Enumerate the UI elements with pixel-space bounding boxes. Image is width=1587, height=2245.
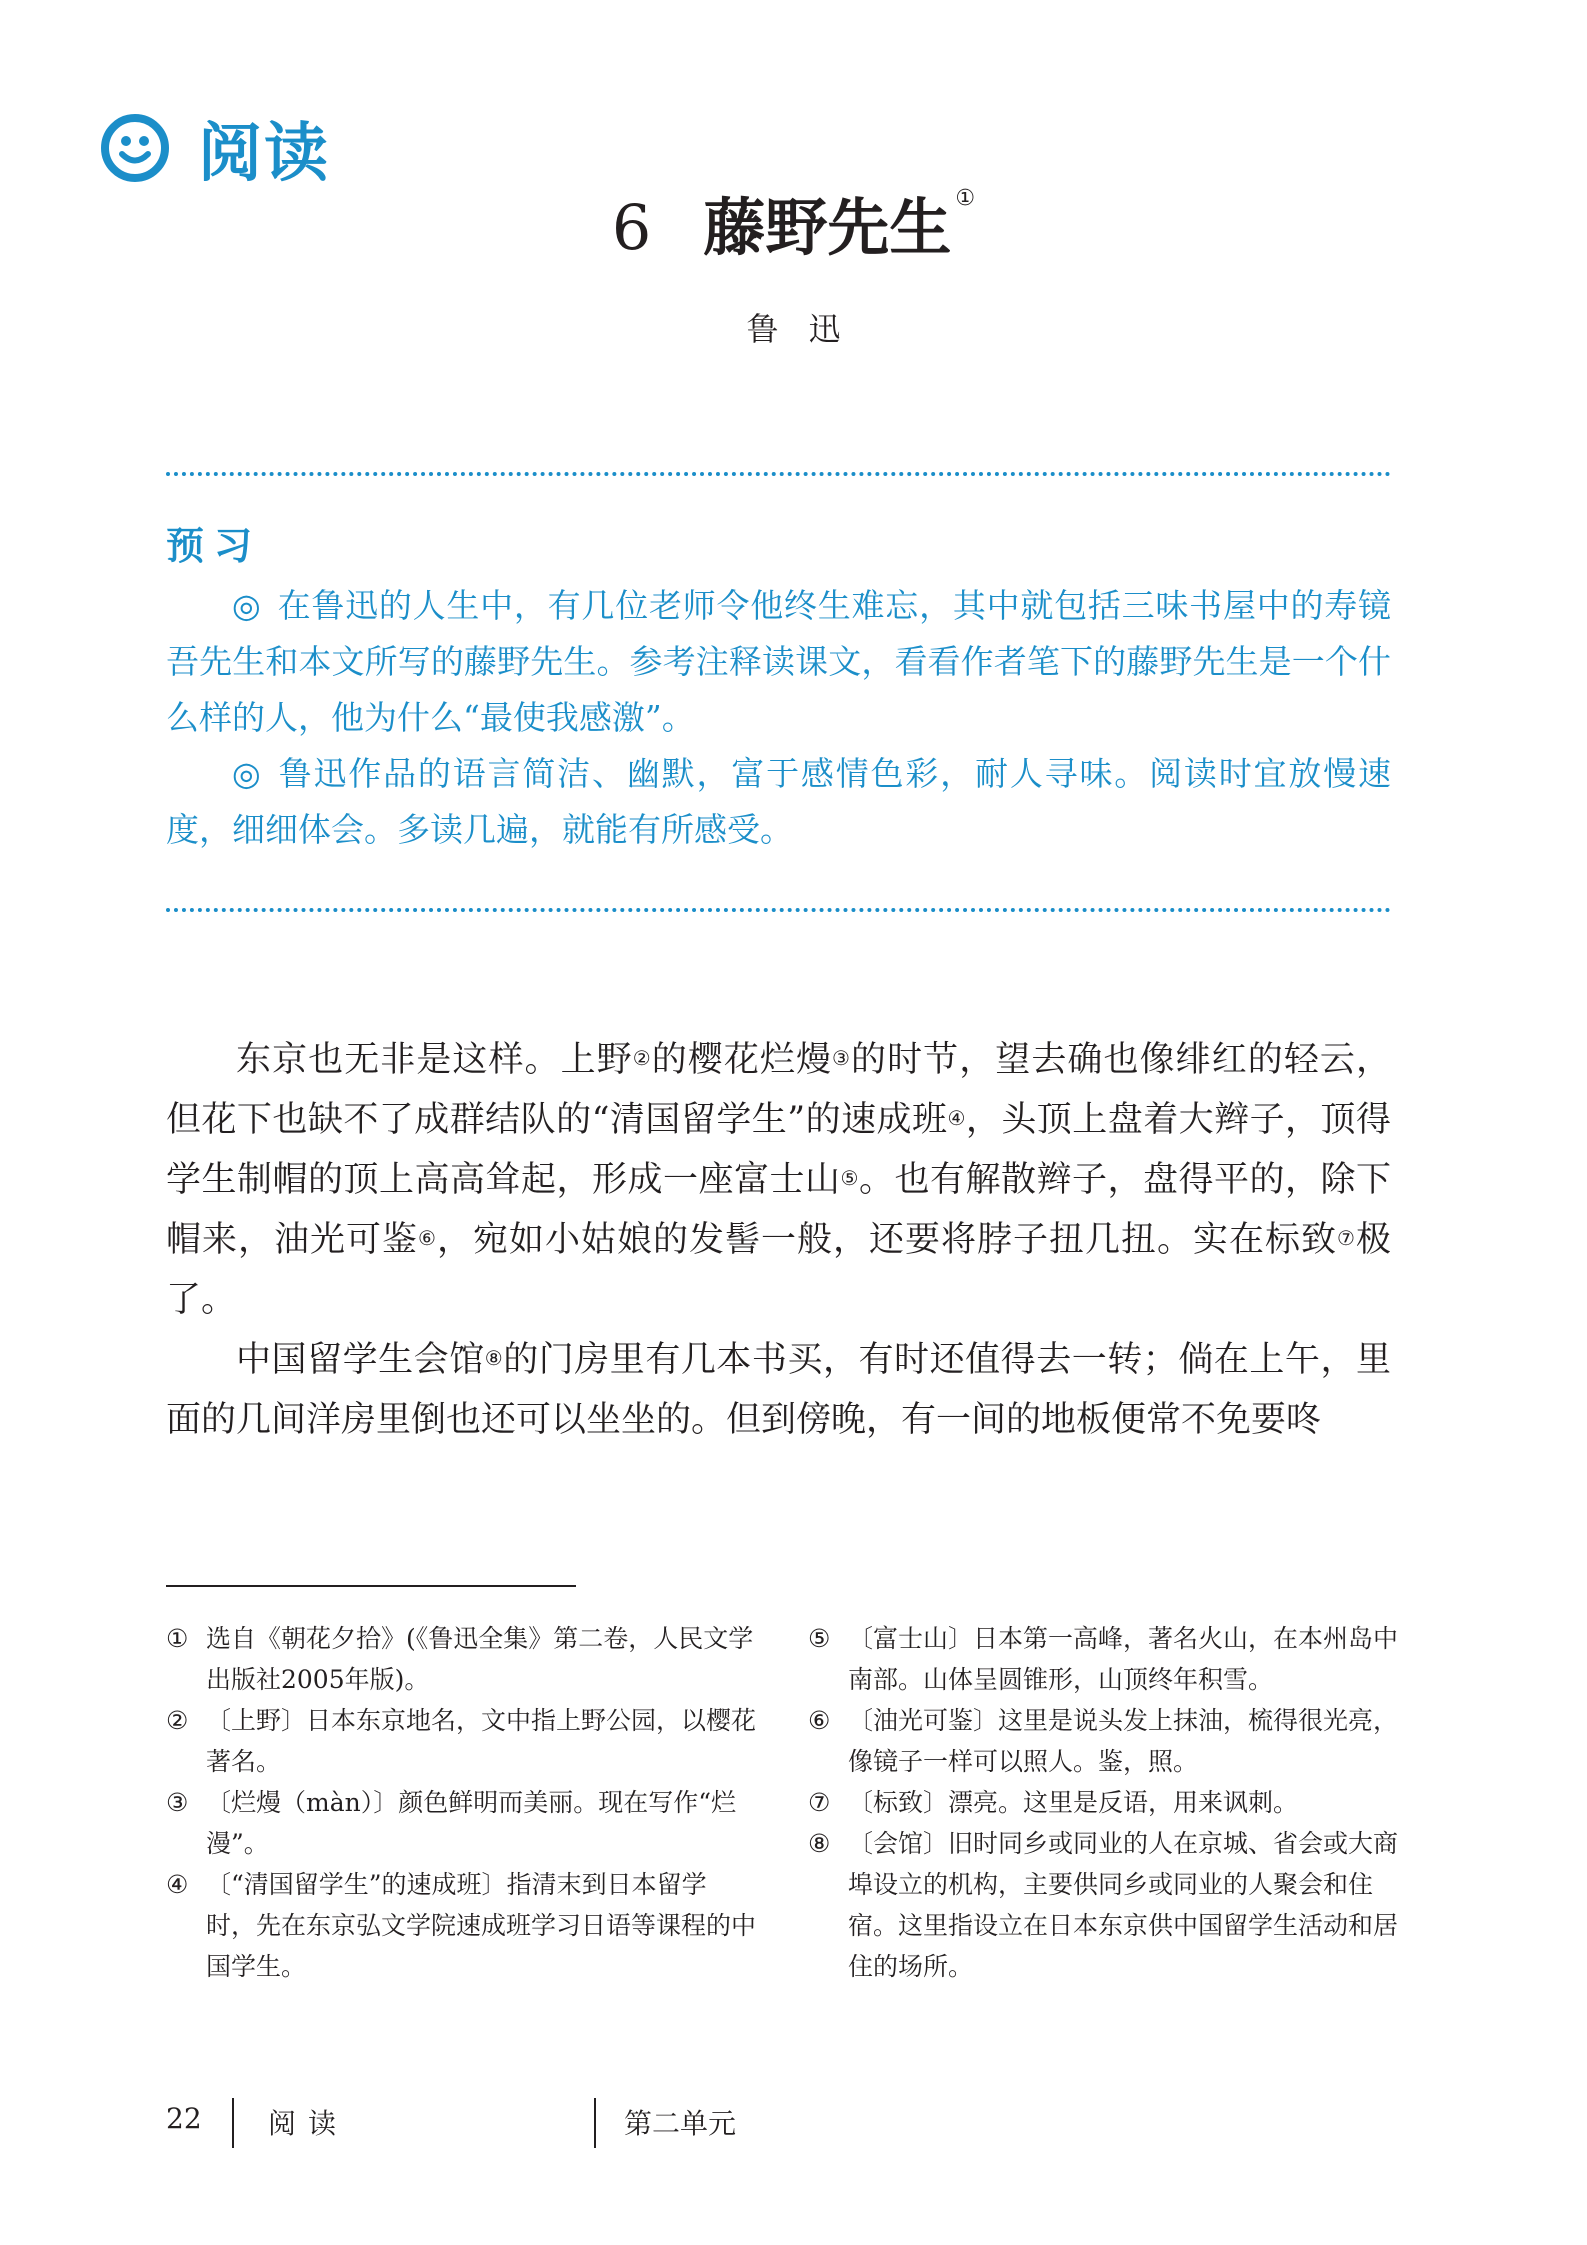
footnote-ref: ③	[832, 1046, 852, 1070]
footnote: ⑧ 〔会馆〕旧时同乡或同业的人在京城、省会或大商埠设立的机构，主要供同乡或同业的人聚会和住宿。这里指设立在日本东京供中国留学生活动和居住的场所。	[808, 1829, 1399, 1981]
preview-item: ◎ 鲁迅作品的语言简洁、幽默，富于感情色彩，耐人寻味。阅读时宜放慢速度，细细体会。多读几遍，就能有所感受。	[166, 754, 1392, 849]
preview-top-divider	[166, 472, 1391, 476]
footnote-rule	[166, 1585, 576, 1587]
footnotes-left-column	[166, 1618, 756, 1987]
footnote-ref: ⑤	[840, 1166, 859, 1190]
lesson-number: 6	[611, 191, 652, 264]
footer-section: 阅读	[268, 2107, 349, 2140]
footer-separator	[232, 2098, 234, 2148]
footnote-ref: ⑧	[484, 1346, 504, 1370]
footnote: ② 〔上野〕日本东京地名，文中指上野公园，以樱花著名。	[166, 1706, 757, 1776]
footnote: ⑦ 〔标致〕漂亮。这里是反语，用来讽刺。	[808, 1788, 1299, 1817]
footnote: ④ 〔“清国留学生”的速成班〕指清末到日本留学时，先在东京弘文学院速成班学习日语等课程的中国学生。	[166, 1870, 757, 1981]
lesson-title-text: 藤野先生	[703, 191, 952, 264]
footnote: ③ 〔烂熳（màn）〕颜色鲜明而美丽。现在写作“烂漫”。	[166, 1788, 736, 1858]
preview-marker: ◎	[232, 586, 262, 625]
title-footnote-ref: ①	[955, 186, 976, 211]
preview-heading: 预习	[166, 523, 263, 568]
preview-marker: ◎	[232, 754, 263, 793]
preview-box	[166, 518, 1391, 858]
preview-item: ◎ 在鲁迅的人生中，有几位老师令他终生难忘，其中就包括三味书屋中的寿镜吾先生和本文所写的藤野先生。参考注释读课文，看看作者笔下的藤野先生是一个什么样的人，他为什么“最使我感激”。	[166, 586, 1392, 737]
page-footer	[166, 2098, 1391, 2148]
author: 鲁迅	[746, 310, 871, 348]
footnote-ref: ⑦	[1337, 1226, 1356, 1250]
smiley-face-icon	[100, 113, 170, 183]
section-header	[100, 108, 330, 191]
section-label: 阅读	[198, 117, 330, 191]
footer-unit: 第二单元	[624, 2107, 737, 2140]
footnote: ⑤ 〔富士山〕日本第一高峰，著名火山，在本州岛中南部。山体呈圆锥形，山顶终年积雪。	[808, 1624, 1399, 1694]
page-number: 22	[166, 2102, 202, 2135]
footer-separator	[594, 2098, 596, 2148]
body-paragraph: 中国留学生会馆⑧的门房里有几本书买，有时还值得去一转；倘在上午，里面的几间洋房里倒也还可以坐坐的。但到傍晚，有一间的地板便常不免要咚	[166, 1340, 1391, 1440]
footnote-ref: ⑥	[418, 1226, 437, 1250]
body-paragraph: 东京也无非是这样。上野②的樱花烂熳③的时节，望去确也像绯红的轻云，但花下也缺不了成群结队的“清国留学生”的速成班④，头顶上盘着大辫子，顶得学生制帽的顶上高高耸起，形成一座富士山⑤。也有解散辫子，盘得平的，除下帽来，油光可鉴⑥，宛如小姑娘的发髻一般，还要将脖子扭几扭。实在标致⑦极了。	[166, 1040, 1391, 1320]
footnotes-right-column	[808, 1618, 1398, 1987]
preview-bottom-divider	[166, 908, 1391, 912]
footnote-ref: ④	[947, 1106, 966, 1130]
footnote: ⑥ 〔油光可鉴〕这里是说头发上抹油，梳得很光亮，像镜子一样可以照人。鉴，照。	[808, 1706, 1399, 1776]
footnote-ref: ②	[632, 1046, 652, 1070]
footnote: ① 选自《朝花夕拾》(《鲁迅全集》第二卷，人民文学出版社2005年版)。	[166, 1624, 754, 1694]
lesson-title	[0, 178, 1587, 267]
article-body	[166, 1030, 1391, 1450]
